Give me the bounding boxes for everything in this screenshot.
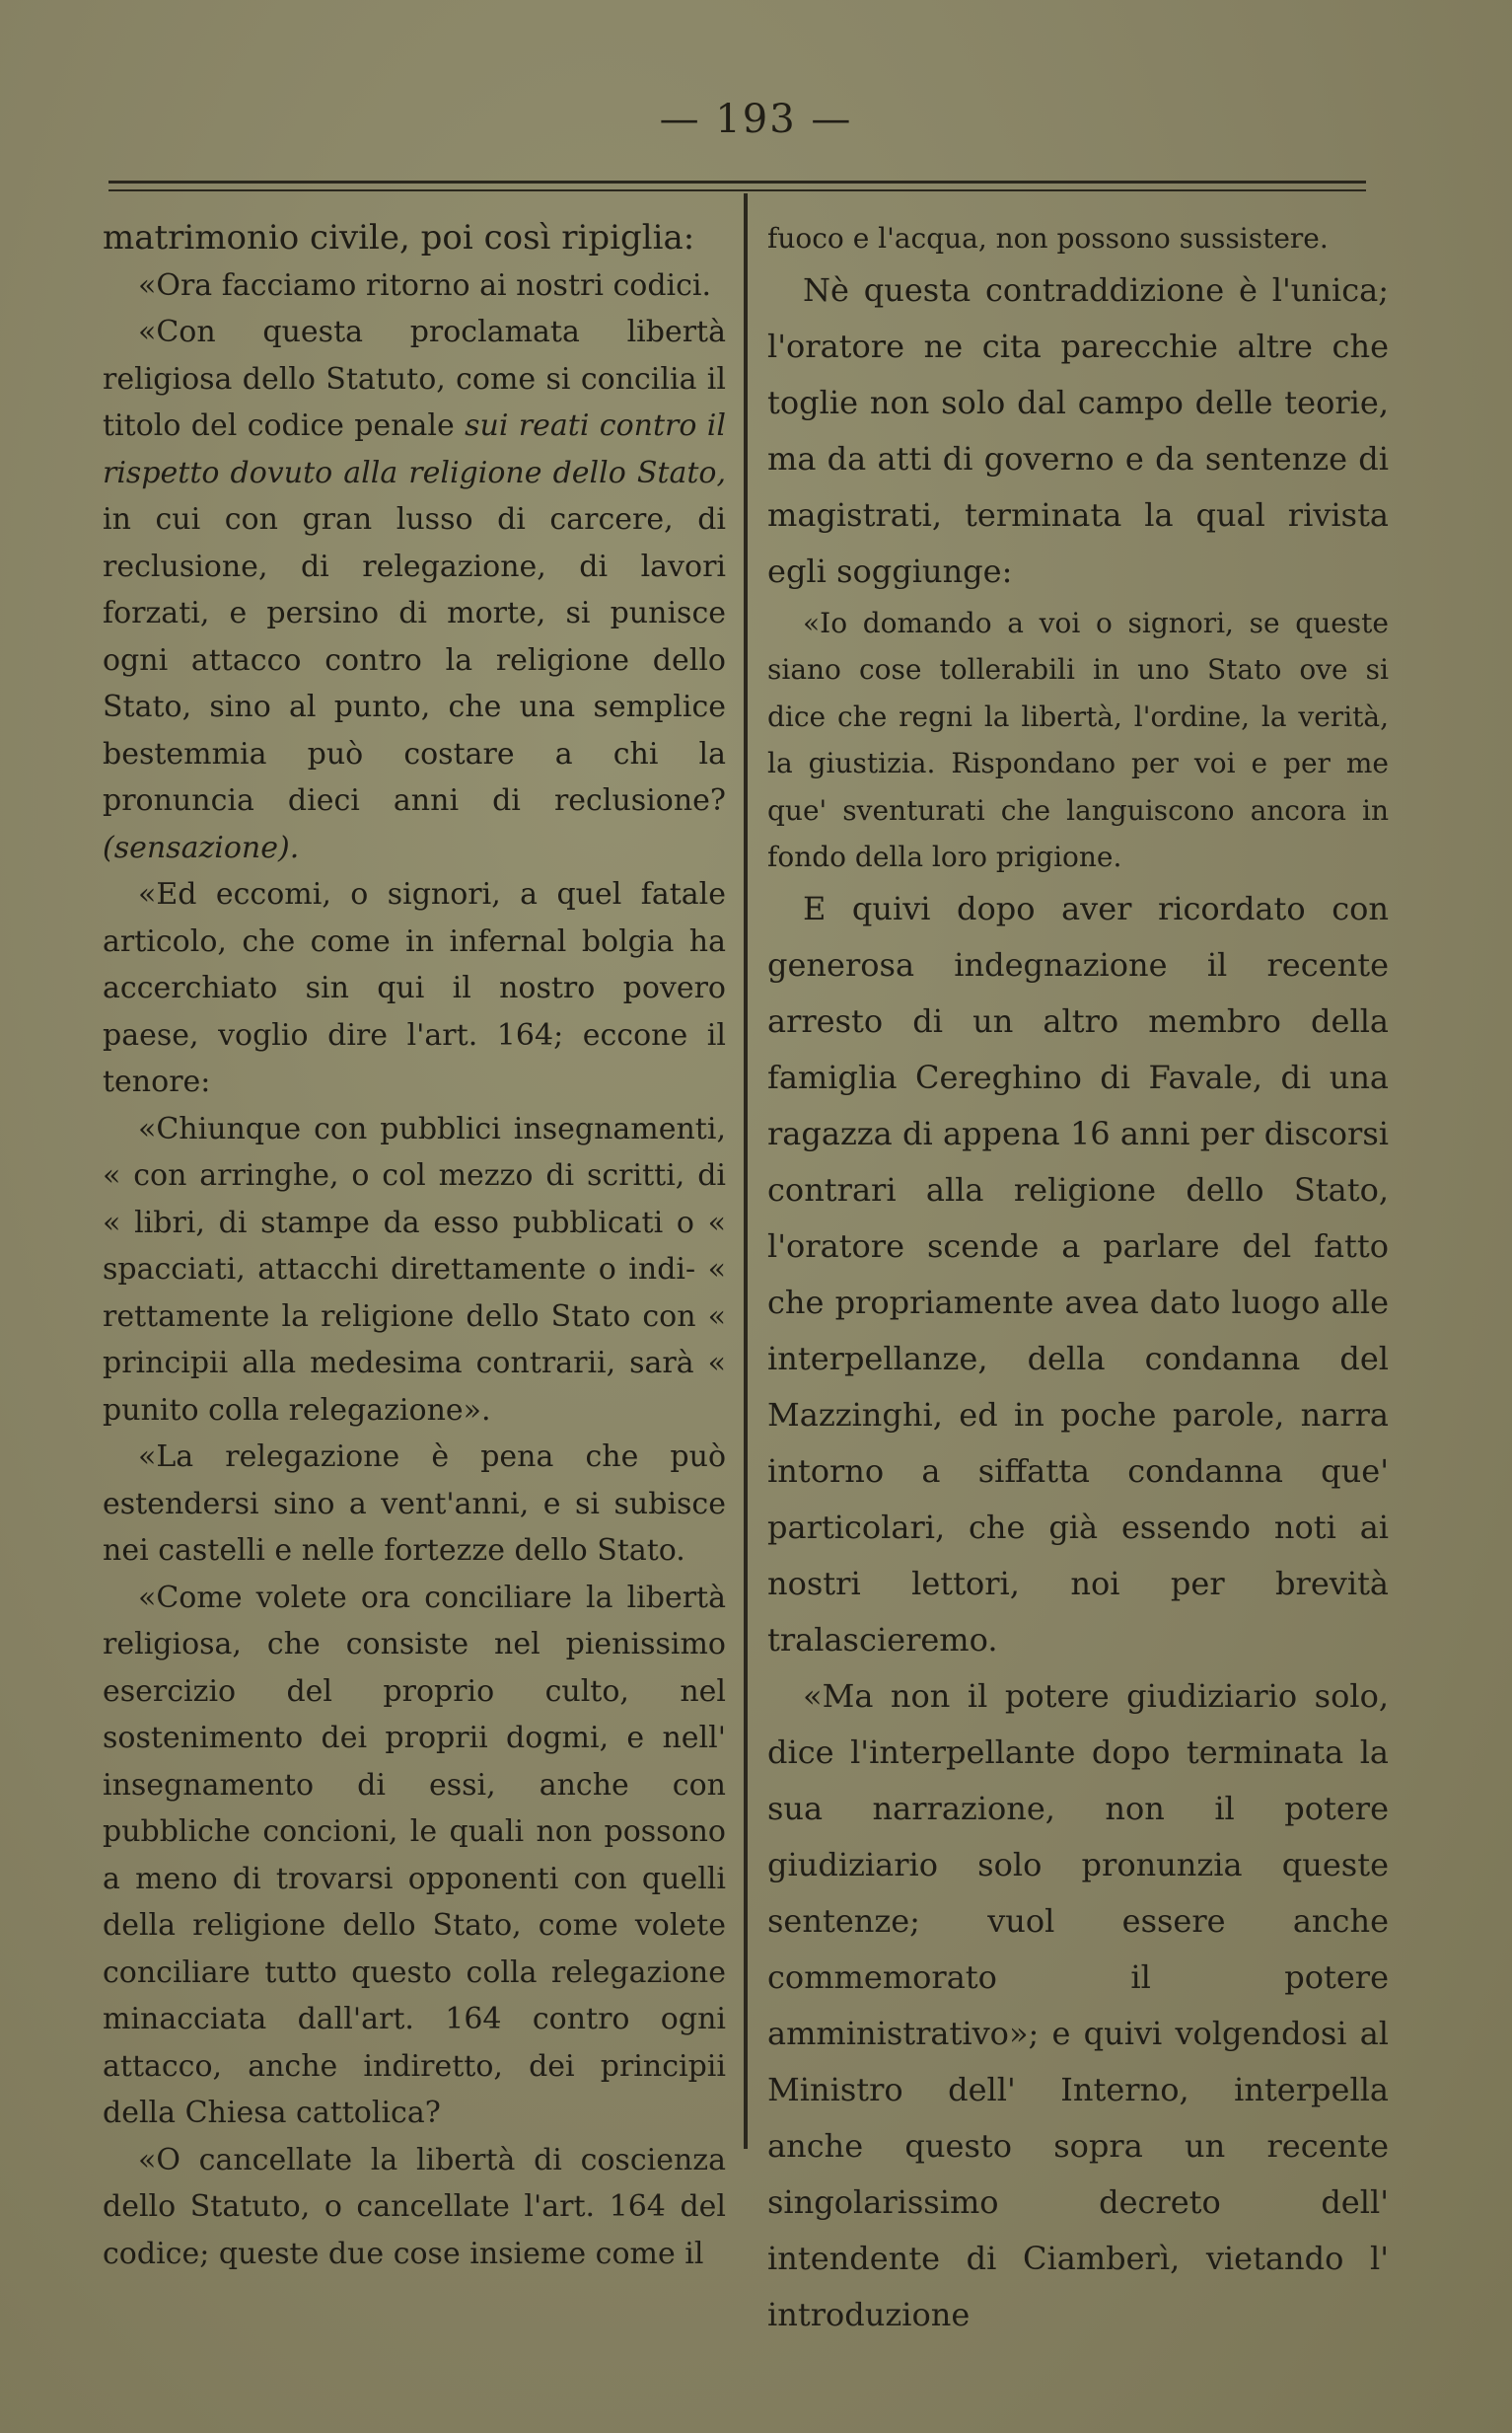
- header-rule: [108, 181, 1366, 184]
- left-paragraph-3: [103, 309, 726, 871]
- left-paragraph-3-sensazione: (sensazione).: [103, 830, 300, 865]
- left-paragraph-8: «O cancellate la libertà di coscienza dello Statuto, o cancellate l'art. 164 del codice; queste due cose insieme come il: [103, 2142, 726, 2271]
- column-divider: [744, 193, 748, 2149]
- left-paragraph-3-italic: sui reati contro il rispetto dovuto alla religione dello Stato,: [103, 408, 726, 490]
- right-paragraph-2: Nè questa contraddizione è l'unica; l'oratore ne cita parecchie altre che toglie non solo dal campo delle teorie, ma da atti di governo e da sentenze di magistrati, terminata la qual rivista egli soggiunge:: [767, 270, 1389, 590]
- header-rule-thin: [108, 189, 1366, 191]
- right-paragraph-3: «Io domando a voi o signori, se queste siano cose tollerabili in uno Stato ove si dice che regni la libertà, l'ordine, la verità, la giustizia. Rispondano per voi e per me que' sventurati che languiscono ancora in fondo della loro prigione.: [767, 606, 1389, 873]
- left-paragraph-3-text-b: in cui con gran lusso di carcere, di reclusione, di relegazione, di lavori forzati, e persino di morte, si punisce ogni attacco contro la religione dello Stato, sino al punto, che una semplice bestemmia può costare a chi la pronuncia dieci anni di reclusione?: [103, 502, 726, 818]
- right-paragraph-1: fuoco e l'acqua, non possono sussistere.: [767, 222, 1329, 255]
- right-paragraph-4: E quivi dopo aver ricordato con generosa indegnazione il recente arresto di un altro membro della famiglia Cereghino di Favale, di una ragazza di appena 16 anni per discorsi contrari alla religione dello Stato, l'oratore scende a parlare del fatto che propriamente avea dato luogo alle interpellanze, della condanna del Mazzinghi, ed in poche parole, narra intorno a siffatta condanna que' particolari, che già essendo noti ai nostri lettori, noi per brevità tralascieremo.: [767, 889, 1389, 1659]
- left-paragraph-6: «La relegazione è pena che può estendersi sino a vent'anni, e si subisce nei castelli e nelle fortezze dello Stato.: [103, 1439, 726, 1568]
- page-number: — 193 —: [659, 97, 853, 142]
- left-paragraph-3-text-a: «Con questa proclamata libertà religiosa dello Statuto, come si concilia il titolo del codice penale: [103, 315, 726, 443]
- left-paragraph-2: «Ora facciamo ritorno ai nostri codici.: [138, 267, 712, 303]
- right-paragraph-5: «Ma non il potere giudiziario solo, dice l'interpellante dopo terminata la sua narrazione, non il potere giudiziario solo pronunzia queste sentenze; vuol essere anche commemorato il potere amministrativo»; e quivi volgendosi al Ministro dell' Interno, interpella anche questo sopra un recente singolarissimo decreto dell' intendente di Ciamberì, vietando l' introduzione: [767, 1676, 1389, 2333]
- left-paragraph-4: «Ed eccomi, o signori, a quel fatale articolo, che come in infernal bolgia ha accerchiato sin qui il nostro povero paese, voglio dire l'art. 164; eccone il tenore:: [103, 877, 726, 1099]
- left-paragraph-5: «Chiunque con pubblici insegnamenti, « con arringhe, o col mezzo di scritti, di « libri, di stampe da esso pubblicati o « spacciati, attacchi direttamente o indi- « rettamente la religione dello Stato con « principii alla medesima contrarii, sarà « punito colla relegazione».: [103, 1111, 726, 1428]
- left-paragraph-7: «Come volete ora conciliare la libertà religiosa, che consiste nel pienissimo esercizio del proprio culto, nel sostenimento dei proprii dogmi, e nell' insegnamento di essi, anche con pubbliche concioni, le quali non possono a meno di trovarsi opponenti con quelli della religione dello Stato, come volete conciliare tutto questo colla relegazione minacciata dall'art. 164 contro ogni attacco, anche indiretto, dei principii della Chiesa cattolica?: [103, 1580, 726, 2130]
- right-column: [767, 215, 1389, 2343]
- left-paragraph-1: matrimonio civile, poi così ripiglia:: [103, 218, 695, 258]
- left-column: [103, 215, 726, 2277]
